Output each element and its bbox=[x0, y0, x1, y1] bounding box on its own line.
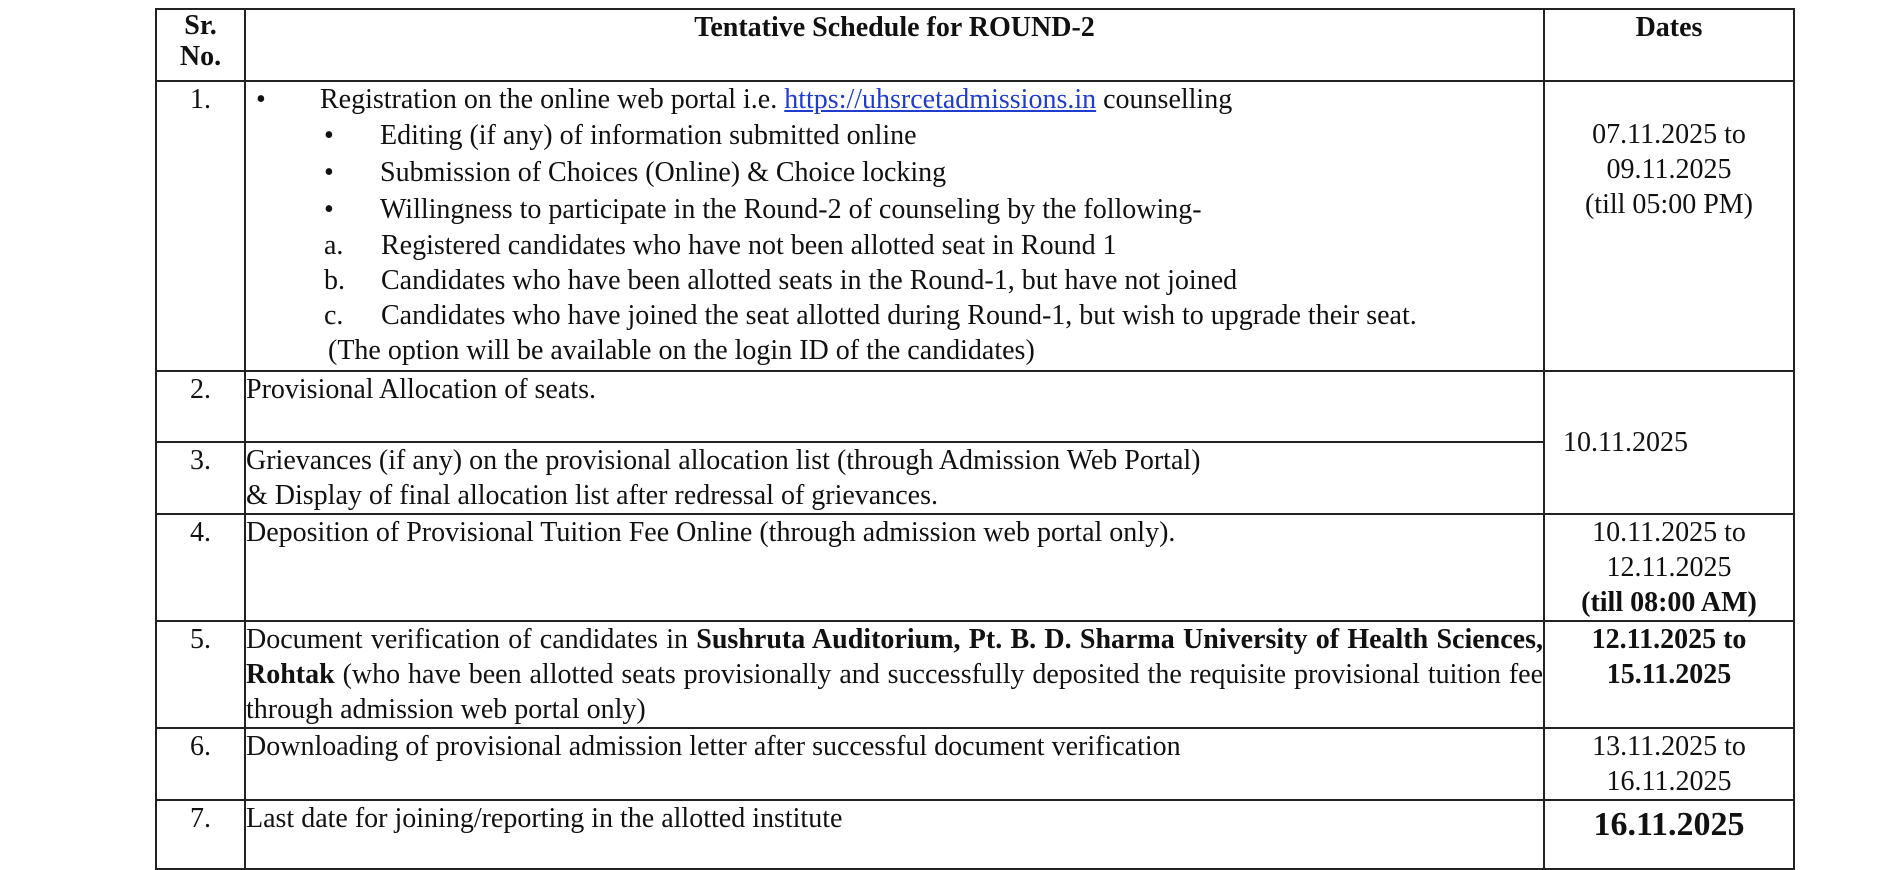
admissions-portal-link[interactable]: https://uhsrcetadmissions.in bbox=[784, 84, 1097, 115]
date-line: 16.11.2025 bbox=[1606, 766, 1732, 797]
bullet-marker: • bbox=[324, 157, 334, 188]
row-serial: 2. bbox=[156, 371, 245, 442]
sr-header-line2: No. bbox=[179, 41, 222, 72]
row-date bbox=[1544, 81, 1794, 371]
dates-header: Dates bbox=[1544, 9, 1794, 81]
row-serial: 6. bbox=[156, 728, 245, 800]
alpha-marker: c. bbox=[324, 300, 344, 331]
sr-header-line1: Sr. bbox=[184, 10, 217, 41]
sub-bullet-item bbox=[256, 154, 1543, 191]
main-text-pre: Registration on the online web portal i.e. bbox=[320, 84, 785, 115]
row-date bbox=[1544, 728, 1794, 800]
desc-line: Grievances (if any) on the provisional allocation list (through Admission Web Portal) bbox=[246, 445, 1201, 476]
sub-bullet-text: Editing (if any) of information submitted online bbox=[380, 120, 917, 151]
alpha-list-item bbox=[256, 228, 1543, 263]
date-line: 12.11.2025 to bbox=[1591, 624, 1747, 655]
alpha-list-item bbox=[256, 298, 1543, 333]
desc-text-post: (who have been allotted seats provisionally and successfully deposited the requisite provisional tuition fee through admission web portal only) bbox=[246, 659, 1543, 725]
date-line: 09.11.2025 bbox=[1606, 154, 1732, 185]
row-description bbox=[245, 81, 1544, 371]
venue-name: Sushruta Auditorium, Pt. B. D. Sharma University of Health Sciences, Rohtak bbox=[246, 624, 1544, 690]
table-row bbox=[156, 81, 1794, 371]
alpha-text: Candidates who have joined the seat allotted during Round-1, but wish to upgrade their seat. bbox=[381, 300, 1417, 331]
date-line: 07.11.2025 to bbox=[1592, 119, 1746, 150]
row-description: Deposition of Provisional Tuition Fee Online (through admission web portal only). bbox=[245, 514, 1544, 621]
bullet-marker: • bbox=[324, 120, 334, 151]
date-line: (till 05:00 PM) bbox=[1584, 189, 1753, 220]
date-line: 13.11.2025 to bbox=[1592, 731, 1746, 762]
row-date: 16.11.2025 bbox=[1544, 800, 1794, 869]
header-row bbox=[156, 9, 1794, 81]
row-serial: 4. bbox=[156, 514, 245, 621]
alpha-marker: a. bbox=[324, 230, 344, 261]
sub-bullet-item bbox=[256, 117, 1543, 154]
login-note: (The option will be available on the login ID of the candidates) bbox=[328, 335, 1035, 366]
schedule-title: Tentative Schedule for ROUND-2 bbox=[245, 9, 1544, 81]
date-line: 12.11.2025 bbox=[1606, 552, 1732, 583]
row-description: Downloading of provisional admission letter after successful document verification bbox=[245, 728, 1544, 800]
desc-line: & Display of final allocation list after redressal of grievances. bbox=[246, 480, 938, 511]
desc-text-pre: Document verification of candidates in bbox=[246, 624, 697, 655]
alpha-text: Candidates who have been allotted seats in the Round-1, but have not joined bbox=[381, 265, 1238, 296]
sub-bullet-item bbox=[256, 191, 1543, 228]
sr-no-header bbox=[156, 9, 245, 81]
row-serial: 1. bbox=[156, 81, 245, 371]
row-date bbox=[1544, 621, 1794, 728]
main-bullet-item bbox=[256, 82, 1543, 117]
bullet-marker: • bbox=[324, 194, 334, 225]
row-description bbox=[245, 621, 1544, 728]
table-row bbox=[156, 514, 1794, 621]
sub-bullet-text: Submission of Choices (Online) & Choice locking bbox=[380, 157, 947, 188]
main-text-post: counselling bbox=[1096, 84, 1233, 115]
date-line: (till 08:00 AM) bbox=[1581, 587, 1757, 618]
row-description bbox=[245, 442, 1544, 514]
row-date bbox=[1544, 514, 1794, 621]
row-serial: 5. bbox=[156, 621, 245, 728]
shared-row-date: 10.11.2025 bbox=[1544, 371, 1794, 514]
date-line: 10.11.2025 to bbox=[1592, 517, 1746, 548]
bullet-marker: • bbox=[256, 84, 266, 115]
table-row bbox=[156, 728, 1794, 800]
table-row bbox=[156, 800, 1794, 869]
row-serial: 7. bbox=[156, 800, 245, 869]
alpha-marker: b. bbox=[324, 265, 345, 296]
row-description: Last date for joining/reporting in the allotted institute bbox=[245, 800, 1544, 869]
table-row bbox=[156, 371, 1794, 442]
sub-bullet-text: Willingness to participate in the Round-2 of counseling by the following- bbox=[380, 194, 1202, 225]
date-line: 15.11.2025 bbox=[1606, 659, 1732, 690]
alpha-text: Registered candidates who have not been allotted seat in Round 1 bbox=[381, 230, 1117, 261]
table-row bbox=[156, 621, 1794, 728]
row-description: Provisional Allocation of seats. bbox=[245, 371, 1544, 442]
alpha-list-item bbox=[256, 263, 1543, 298]
schedule-table bbox=[155, 8, 1795, 870]
row-serial: 3. bbox=[156, 442, 245, 514]
